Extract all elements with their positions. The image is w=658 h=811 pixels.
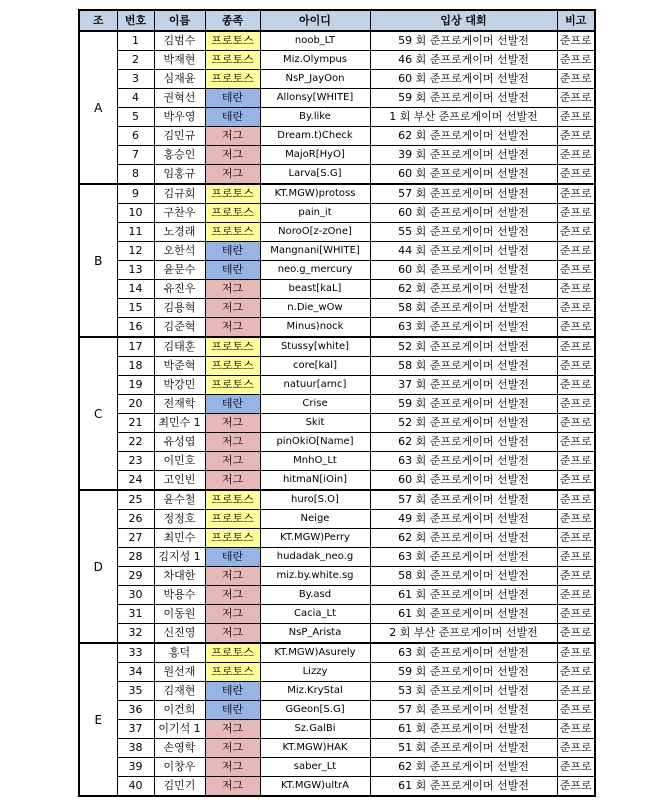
player-award: 59 회 준프로게이머 선발전: [370, 31, 557, 51]
player-race: 저그: [205, 318, 260, 338]
player-number: 34: [117, 663, 154, 682]
player-award: 59 회 준프로게이머 선발전: [370, 663, 557, 682]
table-row: [79, 184, 595, 204]
player-id: Cacia_Lt: [260, 605, 370, 624]
table-row: [79, 739, 595, 758]
table-row: [79, 146, 595, 165]
player-race: 프로토스: [205, 204, 260, 223]
table-row: [79, 471, 595, 491]
player-award: 60 회 준프로게이머 선발전: [370, 70, 557, 89]
player-id: Dream.t)Check: [260, 127, 370, 146]
player-race: 저그: [205, 452, 260, 471]
player-award: 61 회 준프로게이머 선발전: [370, 605, 557, 624]
header-race: 종족: [205, 10, 260, 31]
player-note: 준프로: [557, 567, 595, 586]
player-note: 준프로: [557, 701, 595, 720]
player-award: 49 회 준프로게이머 선발전: [370, 510, 557, 529]
player-name: 박용수: [154, 586, 205, 605]
player-name: 박우영: [154, 108, 205, 127]
player-note: 준프로: [557, 777, 595, 797]
player-race: 저그: [205, 777, 260, 797]
player-award: 60 회 준프로게이머 선발전: [370, 204, 557, 223]
header-award: 입상 대회: [370, 10, 557, 31]
player-race: 저그: [205, 471, 260, 491]
player-id: NsP_Arista: [260, 624, 370, 644]
player-race: 프로토스: [205, 376, 260, 395]
table-row: [79, 395, 595, 414]
player-note: 준프로: [557, 490, 595, 510]
player-award: 62 회 준프로게이머 선발전: [370, 758, 557, 777]
player-name: 임홍규: [154, 165, 205, 185]
table-row: [79, 242, 595, 261]
player-number: 33: [117, 643, 154, 663]
table-row: [79, 31, 595, 51]
player-name: 유진우: [154, 280, 205, 299]
player-number: 27: [117, 529, 154, 548]
header-number: 번호: [117, 10, 154, 31]
player-name: 김용혁: [154, 299, 205, 318]
player-id: huro[S.O]: [260, 490, 370, 510]
player-number: 31: [117, 605, 154, 624]
player-award: 58 회 준프로게이머 선발전: [370, 567, 557, 586]
player-name: 전재학: [154, 395, 205, 414]
player-race: 테란: [205, 108, 260, 127]
player-award: 59 회 준프로게이머 선발전: [370, 395, 557, 414]
player-note: 준프로: [557, 357, 595, 376]
player-number: 38: [117, 739, 154, 758]
player-id: KT.MGW)Asurely: [260, 643, 370, 663]
player-number: 23: [117, 452, 154, 471]
player-note: 준프로: [557, 184, 595, 204]
player-id: neo.g_mercury: [260, 261, 370, 280]
player-note: 준프로: [557, 127, 595, 146]
player-number: 18: [117, 357, 154, 376]
player-number: 36: [117, 701, 154, 720]
player-note: 준프로: [557, 663, 595, 682]
player-race: 프로토스: [205, 337, 260, 357]
player-name: 이민호: [154, 452, 205, 471]
table-row: [79, 624, 595, 644]
player-name: 홍승인: [154, 146, 205, 165]
player-name: 이동원: [154, 605, 205, 624]
player-note: 준프로: [557, 337, 595, 357]
table-row: [79, 318, 595, 338]
player-id: Minus)nock: [260, 318, 370, 338]
player-number: 25: [117, 490, 154, 510]
player-id: KT.MGW)HAK: [260, 739, 370, 758]
player-number: 24: [117, 471, 154, 491]
player-award: 61 회 준프로게이머 선발전: [370, 777, 557, 797]
player-note: 준프로: [557, 433, 595, 452]
table-row: [79, 567, 595, 586]
table-row: [79, 643, 595, 663]
player-number: 29: [117, 567, 154, 586]
player-note: 준프로: [557, 318, 595, 338]
player-number: 11: [117, 223, 154, 242]
player-award: 63 회 준프로게이머 선발전: [370, 452, 557, 471]
player-number: 14: [117, 280, 154, 299]
player-id: core[kal]: [260, 357, 370, 376]
player-id: Sz.GalBi: [260, 720, 370, 739]
player-number: 6: [117, 127, 154, 146]
player-number: 8: [117, 165, 154, 185]
player-id: saber_Lt: [260, 758, 370, 777]
table-row: [79, 70, 595, 89]
player-note: 준프로: [557, 682, 595, 701]
table-row: [79, 529, 595, 548]
player-award: 62 회 준프로게이머 선발전: [370, 529, 557, 548]
player-award: 63 회 준프로게이머 선발전: [370, 318, 557, 338]
player-id: KT.MGW)protoss: [260, 184, 370, 204]
player-award: 46 회 준프로게이머 선발전: [370, 51, 557, 70]
player-name: 윤문수: [154, 261, 205, 280]
player-id: Miz.Olympus: [260, 51, 370, 70]
player-race: 저그: [205, 567, 260, 586]
player-name: 김지성 1: [154, 548, 205, 567]
player-race: 프로토스: [205, 223, 260, 242]
player-id: pinOkiO[Name]: [260, 433, 370, 452]
header-row: [79, 10, 595, 31]
player-name: 손영학: [154, 739, 205, 758]
player-race: 테란: [205, 701, 260, 720]
player-name: 박강민: [154, 376, 205, 395]
table-row: [79, 701, 595, 720]
player-id: Mangnani[WHITE]: [260, 242, 370, 261]
player-note: 준프로: [557, 280, 595, 299]
group-label: E: [79, 643, 117, 796]
table-row: [79, 586, 595, 605]
player-number: 37: [117, 720, 154, 739]
player-number: 16: [117, 318, 154, 338]
player-note: 준프로: [557, 758, 595, 777]
table-row: [79, 261, 595, 280]
player-race: 프로토스: [205, 51, 260, 70]
player-race: 저그: [205, 280, 260, 299]
table-row: [79, 414, 595, 433]
player-note: 준프로: [557, 739, 595, 758]
player-race: 저그: [205, 127, 260, 146]
player-note: 준프로: [557, 51, 595, 70]
player-id: natuur[arnc]: [260, 376, 370, 395]
player-number: 13: [117, 261, 154, 280]
player-name: 유성엽: [154, 433, 205, 452]
player-id: Neige: [260, 510, 370, 529]
table-row: [79, 51, 595, 70]
roster-body: [79, 31, 595, 796]
player-race: 테란: [205, 395, 260, 414]
player-id: Skit: [260, 414, 370, 433]
player-name: 윤수철: [154, 490, 205, 510]
table-row: [79, 682, 595, 701]
player-note: 준프로: [557, 89, 595, 108]
player-award: 52 회 준프로게이머 선발전: [370, 414, 557, 433]
player-award: 1 회 부산 준프로게이머 선발전: [370, 108, 557, 127]
group-label: B: [79, 184, 117, 337]
player-note: 준프로: [557, 471, 595, 491]
player-name: 신진영: [154, 624, 205, 644]
player-award: 2 회 부산 준프로게이머 선발전: [370, 624, 557, 644]
header-note: 비고: [557, 10, 595, 31]
player-id: hudadak_neo.g: [260, 548, 370, 567]
player-number: 32: [117, 624, 154, 644]
player-race: 프로토스: [205, 490, 260, 510]
player-name: 이창우: [154, 758, 205, 777]
player-note: 준프로: [557, 204, 595, 223]
player-name: 박준혁: [154, 357, 205, 376]
player-id: MnhO_Lt: [260, 452, 370, 471]
table-row: [79, 758, 595, 777]
player-race: 저그: [205, 146, 260, 165]
player-number: 1: [117, 31, 154, 51]
player-race: 테란: [205, 89, 260, 108]
table-row: [79, 108, 595, 127]
player-number: 39: [117, 758, 154, 777]
player-name: 정정호: [154, 510, 205, 529]
player-id: Stussy[white]: [260, 337, 370, 357]
player-name: 차대한: [154, 567, 205, 586]
player-number: 28: [117, 548, 154, 567]
player-number: 40: [117, 777, 154, 797]
player-award: 58 회 준프로게이머 선발전: [370, 299, 557, 318]
player-name: 오한석: [154, 242, 205, 261]
player-number: 17: [117, 337, 154, 357]
player-id: GGeon[S.G]: [260, 701, 370, 720]
table-row: [79, 490, 595, 510]
player-race: 저그: [205, 720, 260, 739]
player-race: 프로토스: [205, 31, 260, 51]
player-number: 21: [117, 414, 154, 433]
player-award: 52 회 준프로게이머 선발전: [370, 337, 557, 357]
player-award: 63 회 준프로게이머 선발전: [370, 548, 557, 567]
player-number: 26: [117, 510, 154, 529]
player-note: 준프로: [557, 586, 595, 605]
group-label: D: [79, 490, 117, 643]
player-race: 저그: [205, 433, 260, 452]
player-id: n.Die_wOw: [260, 299, 370, 318]
table-row: [79, 510, 595, 529]
player-race: 프로토스: [205, 184, 260, 204]
player-note: 준프로: [557, 108, 595, 127]
player-award: 60 회 준프로게이머 선발전: [370, 261, 557, 280]
player-number: 35: [117, 682, 154, 701]
player-award: 63 회 준프로게이머 선발전: [370, 643, 557, 663]
player-race: 저그: [205, 414, 260, 433]
player-award: 60 회 준프로게이머 선발전: [370, 471, 557, 491]
player-award: 62 회 준프로게이머 선발전: [370, 127, 557, 146]
player-note: 준프로: [557, 242, 595, 261]
player-number: 19: [117, 376, 154, 395]
player-name: 구찬우: [154, 204, 205, 223]
player-race: 저그: [205, 586, 260, 605]
player-award: 57 회 준프로게이머 선발전: [370, 490, 557, 510]
player-note: 준프로: [557, 414, 595, 433]
player-race: 프로토스: [205, 663, 260, 682]
table-row: [79, 165, 595, 185]
player-name: 박재현: [154, 51, 205, 70]
player-race: 프로토스: [205, 70, 260, 89]
table-row: [79, 720, 595, 739]
header-name: 이름: [154, 10, 205, 31]
player-award: 60 회 준프로게이머 선발전: [370, 165, 557, 185]
table-row: [79, 605, 595, 624]
player-note: 준프로: [557, 165, 595, 185]
player-name: 권혁선: [154, 89, 205, 108]
table-row: [79, 777, 595, 797]
player-award: 62 회 준프로게이머 선발전: [370, 280, 557, 299]
player-name: 김민기: [154, 777, 205, 797]
player-race: 테란: [205, 682, 260, 701]
player-name: 고인빈: [154, 471, 205, 491]
player-number: 22: [117, 433, 154, 452]
player-note: 준프로: [557, 70, 595, 89]
player-name: 이건희: [154, 701, 205, 720]
player-race: 프로토스: [205, 357, 260, 376]
player-number: 7: [117, 146, 154, 165]
player-roster-table: [78, 9, 596, 797]
player-id: MajoR[HyO]: [260, 146, 370, 165]
player-race: 저그: [205, 299, 260, 318]
player-award: 53 회 준프로게이머 선발전: [370, 682, 557, 701]
player-number: 2: [117, 51, 154, 70]
table-row: [79, 127, 595, 146]
player-note: 준프로: [557, 548, 595, 567]
player-id: Miz.KryStal: [260, 682, 370, 701]
player-award: 37 회 준프로게이머 선발전: [370, 376, 557, 395]
player-note: 준프로: [557, 261, 595, 280]
player-name: 김규회: [154, 184, 205, 204]
player-note: 준프로: [557, 643, 595, 663]
player-id: hitmaN[iOin]: [260, 471, 370, 491]
player-note: 준프로: [557, 146, 595, 165]
player-note: 준프로: [557, 299, 595, 318]
player-name: 심재윤: [154, 70, 205, 89]
player-note: 준프로: [557, 529, 595, 548]
table-row: [79, 337, 595, 357]
table-row: [79, 452, 595, 471]
player-name: 노경래: [154, 223, 205, 242]
player-name: 김태훈: [154, 337, 205, 357]
player-award: 62 회 준프로게이머 선발전: [370, 433, 557, 452]
player-id: miz.by.white.sg: [260, 567, 370, 586]
player-number: 5: [117, 108, 154, 127]
table-row: [79, 223, 595, 242]
player-number: 30: [117, 586, 154, 605]
player-number: 3: [117, 70, 154, 89]
player-award: 39 회 준프로게이머 선발전: [370, 146, 557, 165]
player-id: KT.MGW)ultrA: [260, 777, 370, 797]
player-race: 저그: [205, 758, 260, 777]
player-name: 김범수: [154, 31, 205, 51]
player-number: 15: [117, 299, 154, 318]
player-number: 12: [117, 242, 154, 261]
player-race: 저그: [205, 605, 260, 624]
player-name: 김민규: [154, 127, 205, 146]
player-note: 준프로: [557, 720, 595, 739]
player-award: 55 회 준프로게이머 선발전: [370, 223, 557, 242]
player-note: 준프로: [557, 605, 595, 624]
table-row: [79, 357, 595, 376]
player-id: NoroO[z-zOne]: [260, 223, 370, 242]
player-race: 테란: [205, 548, 260, 567]
table-row: [79, 663, 595, 682]
player-name: 최민수: [154, 529, 205, 548]
player-award: 59 회 준프로게이머 선발전: [370, 89, 557, 108]
player-race: 프로토스: [205, 529, 260, 548]
player-award: 51 회 준프로게이머 선발전: [370, 739, 557, 758]
player-name: 김재현: [154, 682, 205, 701]
player-name: 홍덕: [154, 643, 205, 663]
player-id: Lizzy: [260, 663, 370, 682]
player-number: 4: [117, 89, 154, 108]
player-name: 김준혁: [154, 318, 205, 338]
header-group: 조: [79, 10, 117, 31]
player-id: noob_LT: [260, 31, 370, 51]
player-id: beast[kaL]: [260, 280, 370, 299]
player-id: Allonsy[WHITE]: [260, 89, 370, 108]
player-award: 61 회 준프로게이머 선발전: [370, 720, 557, 739]
player-award: 61 회 준프로게이머 선발전: [370, 586, 557, 605]
player-note: 준프로: [557, 452, 595, 471]
header-id: 아이디: [260, 10, 370, 31]
player-race: 저그: [205, 624, 260, 644]
player-id: By.like: [260, 108, 370, 127]
player-id: By.asd: [260, 586, 370, 605]
player-race: 프로토스: [205, 643, 260, 663]
player-race: 저그: [205, 165, 260, 185]
table-row: [79, 376, 595, 395]
player-award: 58 회 준프로게이머 선발전: [370, 357, 557, 376]
group-label: A: [79, 31, 117, 184]
player-race: 테란: [205, 242, 260, 261]
player-note: 준프로: [557, 376, 595, 395]
player-note: 준프로: [557, 31, 595, 51]
player-note: 준프로: [557, 395, 595, 414]
player-race: 테란: [205, 261, 260, 280]
player-award: 44 회 준프로게이머 선발전: [370, 242, 557, 261]
player-note: 준프로: [557, 510, 595, 529]
player-award: 57 회 준프로게이머 선발전: [370, 701, 557, 720]
player-number: 10: [117, 204, 154, 223]
player-race: 프로토스: [205, 510, 260, 529]
table-row: [79, 433, 595, 452]
table-row: [79, 299, 595, 318]
player-name: 원선재: [154, 663, 205, 682]
player-id: Larva[S.G]: [260, 165, 370, 185]
player-name: 이기석 1: [154, 720, 205, 739]
player-id: pain_it: [260, 204, 370, 223]
table-row: [79, 204, 595, 223]
player-number: 20: [117, 395, 154, 414]
player-note: 준프로: [557, 223, 595, 242]
player-number: 9: [117, 184, 154, 204]
player-id: Crise: [260, 395, 370, 414]
table-row: [79, 280, 595, 299]
player-race: 저그: [205, 739, 260, 758]
group-label: C: [79, 337, 117, 490]
table-row: [79, 548, 595, 567]
player-id: NsP_JayOon: [260, 70, 370, 89]
player-note: 준프로: [557, 624, 595, 644]
player-award: 57 회 준프로게이머 선발전: [370, 184, 557, 204]
table-row: [79, 89, 595, 108]
player-name: 최민수 1: [154, 414, 205, 433]
player-id: KT.MGW)Perry: [260, 529, 370, 548]
